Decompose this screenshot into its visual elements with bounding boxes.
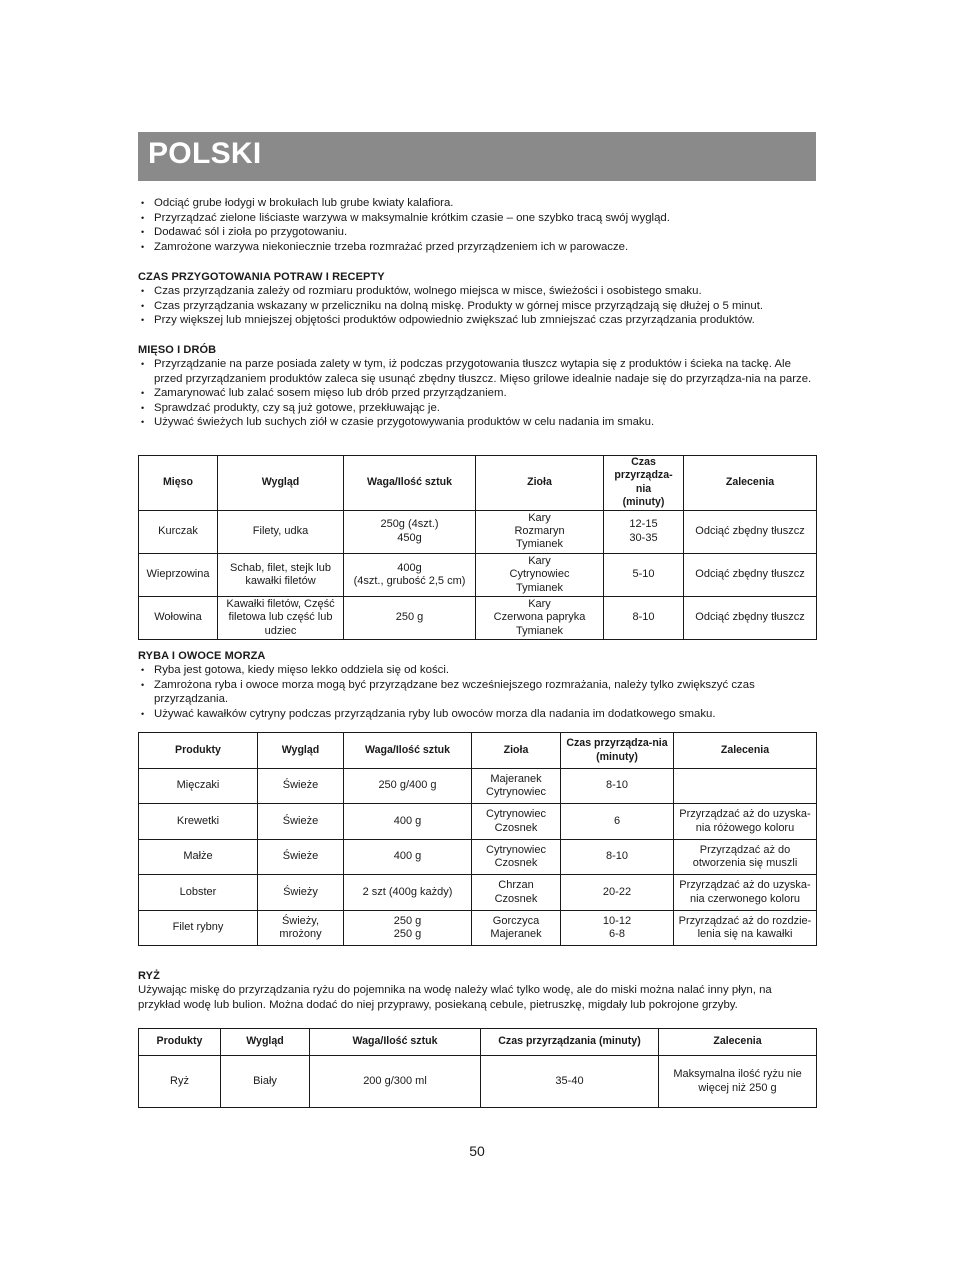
- table-cell: Wołowina: [139, 597, 218, 640]
- table-cell: 12-15 30-35: [604, 510, 684, 553]
- table-cell: 250 g 250 g: [344, 911, 472, 946]
- intro-section: [138, 196, 816, 254]
- section-heading: MIĘSO I DRÓB: [138, 344, 217, 356]
- table-cell: Filet rybny: [139, 911, 258, 946]
- table-cell: Przyrządzać aż do otworzenia się muszli: [674, 840, 817, 875]
- table-row: [139, 553, 817, 596]
- table-cell: Schab, filet, stejk lub kawałki filetów: [218, 553, 344, 596]
- times-bullet-list: [138, 284, 816, 328]
- list-item: • Czas przyrządzania zależy od rozmiaru produktów, wolnego miejsca w misce, świeżości i osobistego smaku.: [138, 284, 816, 299]
- column-header: Waga/Ilość sztuk: [310, 1029, 481, 1056]
- list-item: • Dodawać sól i zioła po przygotowaniu.: [138, 225, 816, 240]
- table-cell: Świeży, mrożony: [258, 911, 344, 946]
- table-cell: Cytrynowiec Czosnek: [472, 840, 561, 875]
- table-cell: Biały: [221, 1056, 310, 1108]
- table-cell: Świeży: [258, 875, 344, 911]
- column-header: Produkty: [139, 1029, 221, 1056]
- column-header: Wygląd: [258, 733, 344, 769]
- table-cell: Odciąć zbędny tłuszcz: [684, 553, 817, 596]
- table-cell: Przyrządzać aż do uzyska-nia czerwonego koloru: [674, 875, 817, 911]
- page-title: POLSKI: [148, 137, 262, 170]
- meat-table: [138, 455, 817, 640]
- table-cell: Maksymalna ilość ryżu nie więcej niż 250 g: [659, 1056, 817, 1108]
- meat-section: [138, 343, 816, 430]
- table-cell: Kary Rozmaryn Tymianek: [476, 510, 604, 553]
- intro-bullet-list: [138, 196, 816, 254]
- table-row: [139, 510, 817, 553]
- column-header: Produkty: [139, 733, 258, 769]
- meat-bullet-list: [138, 357, 816, 430]
- table-cell: Odciąć zbędny tłuszcz: [684, 510, 817, 553]
- table-row: [139, 1056, 817, 1108]
- list-item: • Przyrządzać zielone liściaste warzywa w maksymalnie krótkim czasie – one szybko tracą swój wygląd.: [138, 211, 816, 226]
- table-cell: 8-10: [561, 769, 674, 804]
- table-cell: 400 g: [344, 804, 472, 840]
- fish-bullet-list: [138, 663, 816, 721]
- rice-table: [138, 1028, 817, 1108]
- table-cell: 250 g: [344, 597, 476, 640]
- column-header: Zioła: [476, 456, 604, 511]
- list-item: • Przyrządzanie na parze posiada zalety w tym, iż podczas przygotowania tłuszcz wytapia się z produktów i ścieka na tackę. Ale przed przyrządzaniem produktów zaleca się usunąć zbędny tłuszcz. Mięso grilowe idealnie nadaje się do przyrządza-nia na parze.: [138, 357, 816, 386]
- table-header-row: [139, 733, 817, 769]
- table-cell: 200 g/300 ml: [310, 1056, 481, 1108]
- list-item: • Używać kawałków cytryny podczas przyrządzania ryby lub owoców morza dla nadania im dodatkowego smaku.: [138, 707, 816, 722]
- table-cell: Świeże: [258, 840, 344, 875]
- table-header-row: [139, 456, 817, 511]
- column-header: Wygląd: [218, 456, 344, 511]
- column-header: Zioła: [472, 733, 561, 769]
- section-heading: CZAS PRZYGOTOWANIA POTRAW I RECEPTY: [138, 271, 385, 283]
- column-header: Wygląd: [221, 1029, 310, 1056]
- table-cell: Majeranek Cytrynowiec: [472, 769, 561, 804]
- rice-description: Używając miskę do przyrządzania ryżu do pojemnika na wodę należy wlać tylko wodę, ale do miski można nalać inny płyn, na przykład wodę lub bulion. Można dodać do niej przyprawy, posiekaną cebule, pietruszkę, migdały lub pokrojone grzyby.: [138, 984, 772, 1011]
- table-cell: Lobster: [139, 875, 258, 911]
- table-cell: 10-12 6-8: [561, 911, 674, 946]
- list-item: • Ryba jest gotowa, kiedy mięso lekko oddziela się od kości.: [138, 663, 816, 678]
- table-cell: [674, 769, 817, 804]
- table-cell: Kary Czerwona papryka Tymianek: [476, 597, 604, 640]
- table-cell: Ryż: [139, 1056, 221, 1108]
- table-cell: 400g (4szt., grubość 2,5 cm): [344, 553, 476, 596]
- section-heading: RYBA I OWOCE MORZA: [138, 650, 266, 662]
- page-number: 50: [469, 1143, 485, 1159]
- table-cell: Świeże: [258, 804, 344, 840]
- list-item: • Zamrożone warzywa niekoniecznie trzeba rozmrażać przed przyrządzeniem ich w parowacze.: [138, 240, 816, 255]
- table-cell: Cytrynowiec Czosnek: [472, 804, 561, 840]
- table-cell: Kary Cytrynowiec Tymianek: [476, 553, 604, 596]
- table-cell: 250g (4szt.) 450g: [344, 510, 476, 553]
- table-cell: Kawałki filetów, Część filetowa lub część lub udziec: [218, 597, 344, 640]
- table-cell: Filety, udka: [218, 510, 344, 553]
- table-cell: Chrzan Czosnek: [472, 875, 561, 911]
- column-header: Czas przyrządza-nia (minuty): [561, 733, 674, 769]
- table-cell: Przyrządzać aż do rozdzie-lenia się na kawałki: [674, 911, 817, 946]
- table-cell: Przyrządzać aż do uzyska-nia różowego koloru: [674, 804, 817, 840]
- table-cell: Świeże: [258, 769, 344, 804]
- table-cell: 20-22: [561, 875, 674, 911]
- table-cell: 5-10: [604, 553, 684, 596]
- list-item: • Odciąć grube łodygi w brokułach lub grube kwiaty kalafiora.: [138, 196, 816, 211]
- list-item: • Czas przyrządzania wskazany w przeliczniku na dolną miskę. Produkty w górnej misce przyrządzają się dłużej o 5 minut.: [138, 299, 816, 314]
- table-cell: Mięczaki: [139, 769, 258, 804]
- table-cell: 6: [561, 804, 674, 840]
- column-header: Czas przyrządza-nia (minuty): [604, 456, 684, 511]
- fish-table: [138, 732, 817, 946]
- table-cell: Odciąć zbędny tłuszcz: [684, 597, 817, 640]
- list-item: • Zamarynować lub zalać sosem mięso lub drób przed przyrządzaniem.: [138, 386, 816, 401]
- table-cell: Krewetki: [139, 804, 258, 840]
- table-cell: 35-40: [481, 1056, 659, 1108]
- column-header: Zalecenia: [674, 733, 817, 769]
- table-row: [139, 804, 817, 840]
- list-item: • Sprawdzać produkty, czy są już gotowe, przekłuwając je.: [138, 401, 816, 416]
- column-header: Mięso: [139, 456, 218, 511]
- table-row: [139, 875, 817, 911]
- table-cell: 8-10: [604, 597, 684, 640]
- column-header: Zalecenia: [659, 1029, 817, 1056]
- column-header: Waga/Ilość sztuk: [344, 456, 476, 511]
- table-header-row: [139, 1029, 817, 1056]
- list-item: • Przy większej lub mniejszej objętości produktów odpowiednio zwiększać lub zmniejszać czas przyrządzania produktów.: [138, 313, 816, 328]
- section-heading: RYŻ: [138, 970, 160, 982]
- table-row: [139, 911, 817, 946]
- table-cell: Wieprzowina: [139, 553, 218, 596]
- table-cell: 8-10: [561, 840, 674, 875]
- column-header: Zalecenia: [684, 456, 817, 511]
- table-cell: 2 szt (400g każdy): [344, 875, 472, 911]
- list-item: • Używać świeżych lub suchych ziół w czasie przygotowywania produktów w celu nadania im smaku.: [138, 415, 816, 430]
- rice-section: [138, 969, 816, 1012]
- table-row: [139, 840, 817, 875]
- list-item: • Zamrożona ryba i owoce morza mogą być przyrządzane bez wcześniejszego rozmrażania, należy tylko zwiększyć czas przyrządzania.: [138, 678, 816, 707]
- table-cell: 400 g: [344, 840, 472, 875]
- table-row: [139, 597, 817, 640]
- column-header: Waga/Ilość sztuk: [344, 733, 472, 769]
- table-row: [139, 769, 817, 804]
- table-cell: Małże: [139, 840, 258, 875]
- table-cell: Gorczyca Majeranek: [472, 911, 561, 946]
- times-section: [138, 270, 816, 328]
- column-header: Czas przyrządzania (minuty): [481, 1029, 659, 1056]
- table-cell: 250 g/400 g: [344, 769, 472, 804]
- language-banner: [138, 132, 816, 181]
- table-cell: Kurczak: [139, 510, 218, 553]
- fish-section: [138, 649, 816, 721]
